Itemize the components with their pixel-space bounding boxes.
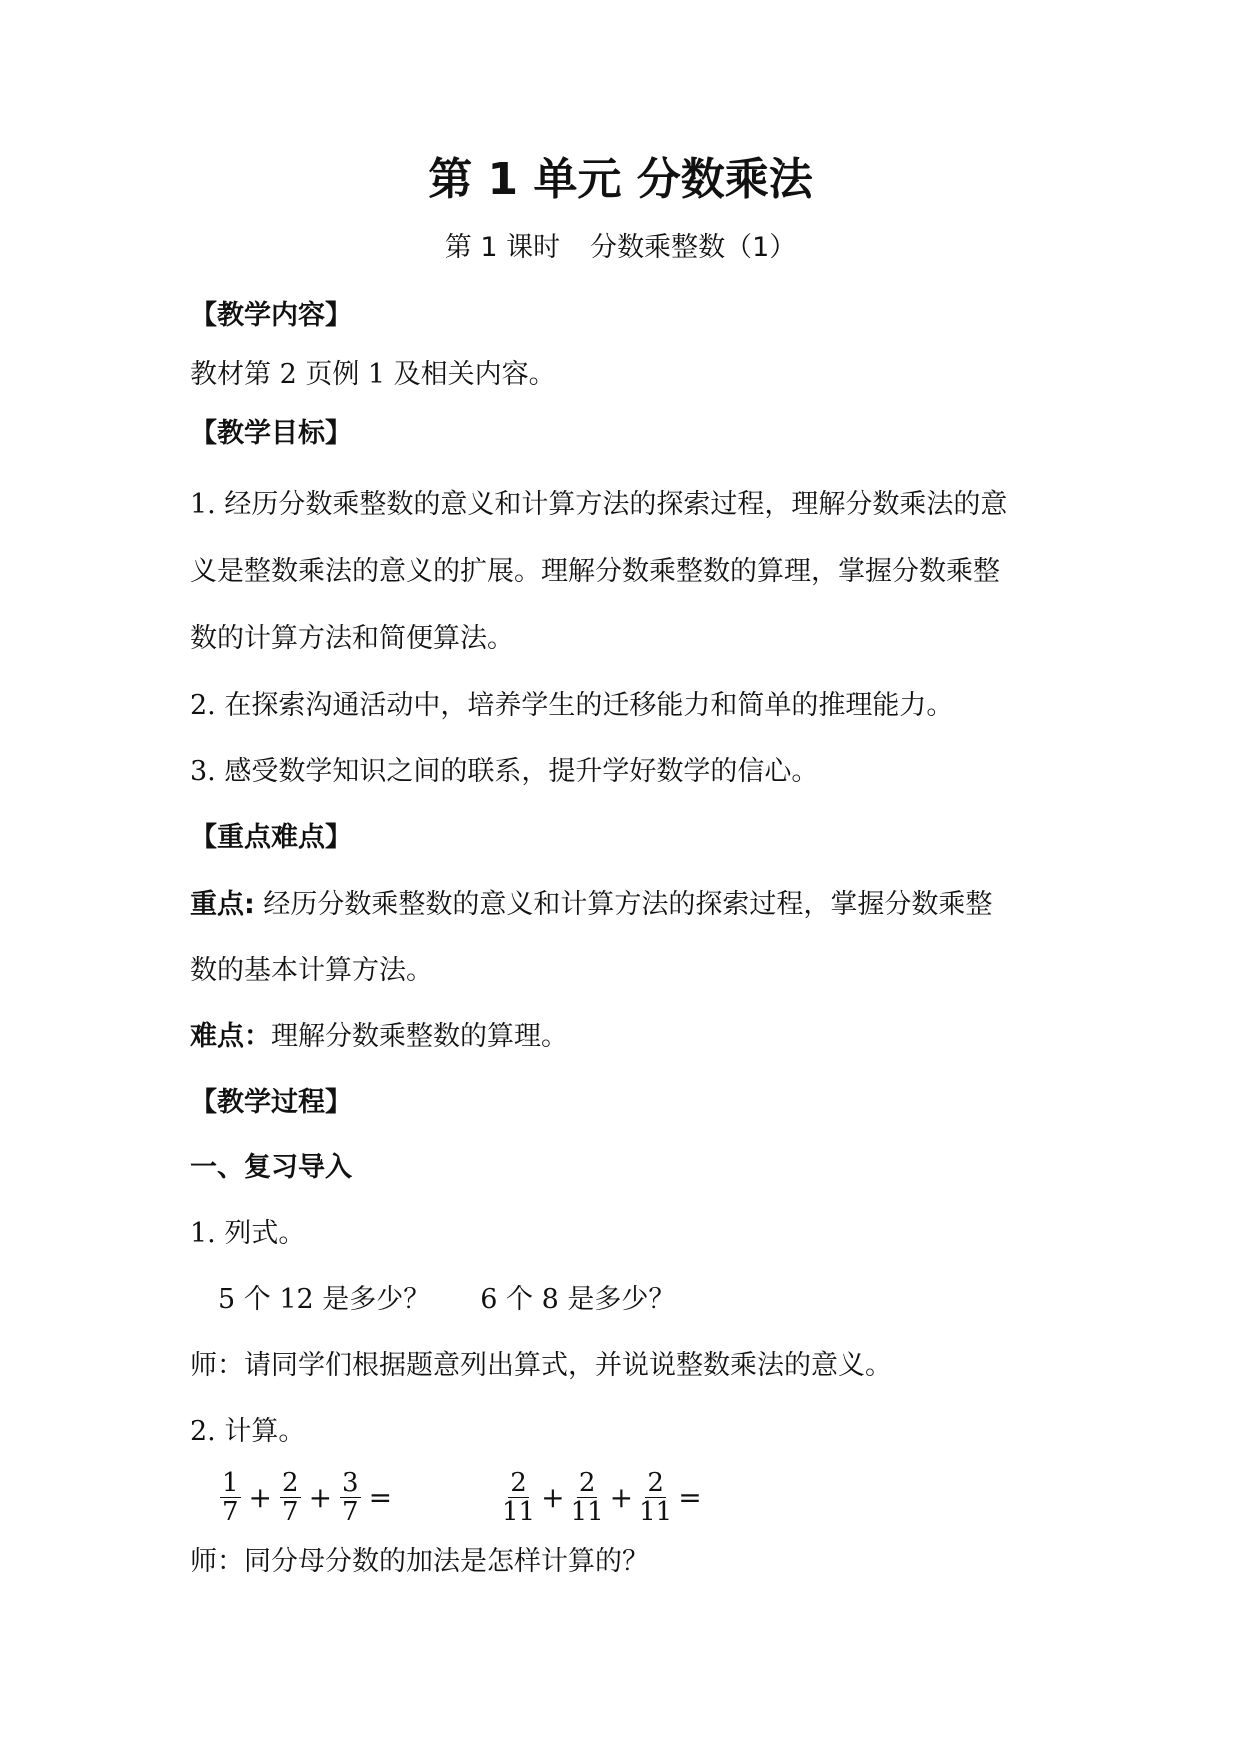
lesson-subtitle — [0, 230, 1241, 266]
item1: 1. 列式。 — [190, 1218, 306, 1249]
item2: 2. 计算。 — [190, 1416, 306, 1447]
plus-sign: + — [308, 1480, 333, 1514]
question-b: 6 个 8 是多少？ — [480, 1284, 676, 1315]
lesson-topic: 分数乘整数（1） — [590, 232, 797, 263]
difficulty-line — [190, 1019, 568, 1055]
content-text: 教材第 2 页例 1 及相关内容。 — [190, 359, 556, 390]
lesson-number: 第 1 课时 — [444, 232, 561, 263]
goal1-line2: 义是整数乘法的意义的扩展。理解分数乘整数的算理，掌握分数乘整 — [190, 556, 1000, 587]
numerator: 1 — [222, 1467, 239, 1498]
fraction — [500, 1469, 537, 1526]
question-a: 5 个 12 是多少？ — [218, 1284, 431, 1315]
numerator: 2 — [578, 1467, 596, 1498]
key-point-line1 — [190, 887, 992, 923]
key-label: 重点: — [190, 889, 255, 920]
numerator: 2 — [647, 1467, 664, 1498]
fraction — [340, 1469, 361, 1526]
numerator: 3 — [342, 1467, 359, 1498]
numerator: 2 — [282, 1467, 299, 1498]
unit-title: 第 1 单元 分数乘法 — [428, 154, 813, 205]
fraction — [569, 1469, 606, 1526]
plus-sign: + — [541, 1480, 565, 1514]
key-text: 经历分数乘整数的意义和计算方法的探索过程，掌握分数乘整 — [254, 889, 993, 920]
difficulty-label: 难点： — [190, 1021, 271, 1052]
part1-heading: 一、复习导入 — [190, 1152, 352, 1183]
difficulty-text: 理解分数乘整数的算理。 — [271, 1021, 568, 1052]
equals-sign: = — [678, 1480, 702, 1514]
goals-heading: 【教学目标】 — [190, 418, 352, 449]
goal3: 3. 感受数学知识之间的联系，提升学好数学的信心。 — [190, 756, 819, 787]
equals-sign: = — [368, 1480, 393, 1514]
denominator: 11 — [502, 1496, 536, 1527]
goal2: 2. 在探索沟通活动中，培养学生的迁移能力和简单的推理能力。 — [190, 690, 954, 721]
fraction — [637, 1469, 674, 1526]
fraction — [280, 1469, 301, 1526]
denominator: 11 — [570, 1496, 604, 1527]
content-heading: 【教学内容】 — [190, 300, 352, 331]
process-heading: 【教学过程】 — [190, 1087, 352, 1118]
goal1-line1: 1. 经历分数乘整数的意义和计算方法的探索过程，理解分数乘法的意 — [190, 489, 1008, 520]
denominator: 7 — [222, 1496, 239, 1527]
questions-line — [218, 1282, 675, 1318]
goal1-line3: 数的计算方法和简便算法。 — [190, 623, 514, 654]
teacher-line2: 师：同分母分数的加法是怎样计算的？ — [190, 1546, 649, 1577]
expression-1 — [218, 1462, 398, 1532]
denominator: 7 — [342, 1496, 359, 1527]
plus-sign: + — [609, 1480, 634, 1514]
key-point-line2: 数的基本计算方法。 — [190, 955, 433, 986]
numerator: 2 — [510, 1467, 527, 1498]
key-heading: 【重点难点】 — [190, 822, 352, 853]
denominator: 7 — [282, 1496, 299, 1527]
teacher-line1: 师：请同学们根据题意列出算式，并说说整数乘法的意义。 — [190, 1350, 892, 1381]
denominator: 11 — [639, 1496, 673, 1527]
plus-sign: + — [248, 1480, 273, 1514]
expression-2 — [498, 1462, 704, 1532]
fraction — [220, 1469, 241, 1526]
